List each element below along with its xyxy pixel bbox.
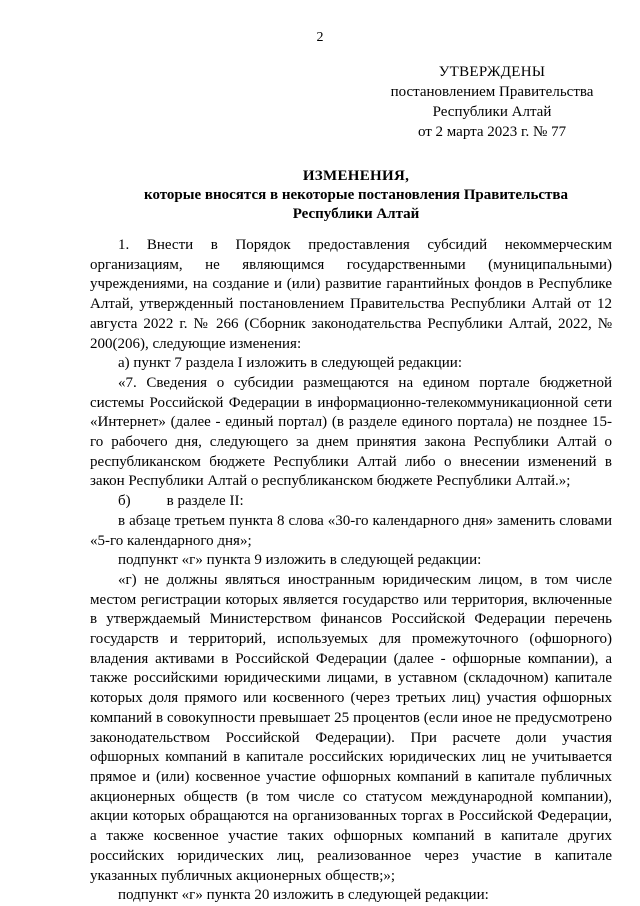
approval-title: УТВЕРЖДЕНЫ	[438, 64, 546, 80]
approval-line-1: постановлением Правительства	[390, 84, 594, 100]
subitem-b-marker: б)	[118, 493, 131, 510]
paragraph-item-1: 1. Внести в Порядок предоставления субсидий некоммерческим организациям, не являющимся государственными (муниципальными) учреждениями, на создание и (или) развитие гарантийных фондов в Республике Алтай, утвержденный постановлением Правительства Республики Алтай от 12 августа 2022 г. № 266 (Сборник законодательства Республики Алтай, 2022, № 200(206), следующие изменения:	[90, 237, 612, 352]
paragraph-point-9-intro: подпункт «г» пункта 9 изложить в следующей редакции:	[118, 552, 482, 569]
paragraph-point-8-change: в абзаце третьем пункта 8 слова «30-го календарного дня» заменить словами «5-го календарного дня»;	[90, 512, 612, 549]
heading-title: ИЗМЕНЕНИЯ,	[302, 168, 410, 184]
paragraph-point-20-intro: подпункт «г» пункта 20 изложить в следующей редакции:	[118, 887, 489, 904]
paragraph-quoted-subitem-g: «г) не должны являться иностранным юридическим лицом, в том числе местом регистрации которых является государство или территория, включенные в утверждаемый Министерством финансов Российской Федерации перечень государств и территорий, используемых для промежуточного (офшорного) владения активами в Российской Федерации (далее - офшорные компании), а также российскими юридическими лицами, в уставном (складочном) капитале которых доля прямого или косвенного (через третьих лиц) участия офшорных компаний в совокупности превышает 25 процентов (если иное не предусмотрено законодательством Российской Федерации). При расчете доли участия офшорных компаний в капитале российских юридических лиц не учитывается прямое и (или) косвенное участие офшорных компаний в капитале публичных акционерных обществ (в том числе со статусом международной компании), акции которых обращаются на организованных торгах в Российской Федерации, а также косвенное участие таких офшорных компаний в капитале других российских юридических лиц, реализованное через участие в капитале указанных публичных акционерных обществ;»;	[90, 571, 612, 884]
paragraph-subitem-a: а) пункт 7 раздела I изложить в следующей редакции:	[118, 355, 462, 372]
page-number: 2	[316, 30, 324, 45]
heading-subtitle-line-1: которые вносятся в некоторые постановления Правительства	[144, 187, 568, 203]
document-heading	[100, 167, 612, 224]
paragraph-subitem-b	[90, 492, 612, 512]
paragraph-quoted-item-7: «7. Сведения о субсидии размещаются на едином портале бюджетной системы Российской Федерации в информационно-телекоммуникационной сети «Интернет» (далее - единый портал) (в разделе единого портала) не позднее 15-го рабочего дня, следующего за днем принятия закона Республики Алтай о республиканском бюджете Республики Алтай либо о внесении изменений в закон Республики Алтай о республиканском бюджете Республики Алтай.»;	[90, 374, 612, 490]
approval-line-3: от 2 марта 2023 г. № 77	[417, 124, 567, 140]
subitem-b-text: в разделе II:	[166, 493, 244, 510]
document-body	[90, 236, 612, 906]
approval-line-2: Республики Алтай	[432, 104, 552, 120]
approval-stamp	[382, 62, 602, 142]
heading-subtitle-line-2: Республики Алтай	[292, 206, 420, 222]
